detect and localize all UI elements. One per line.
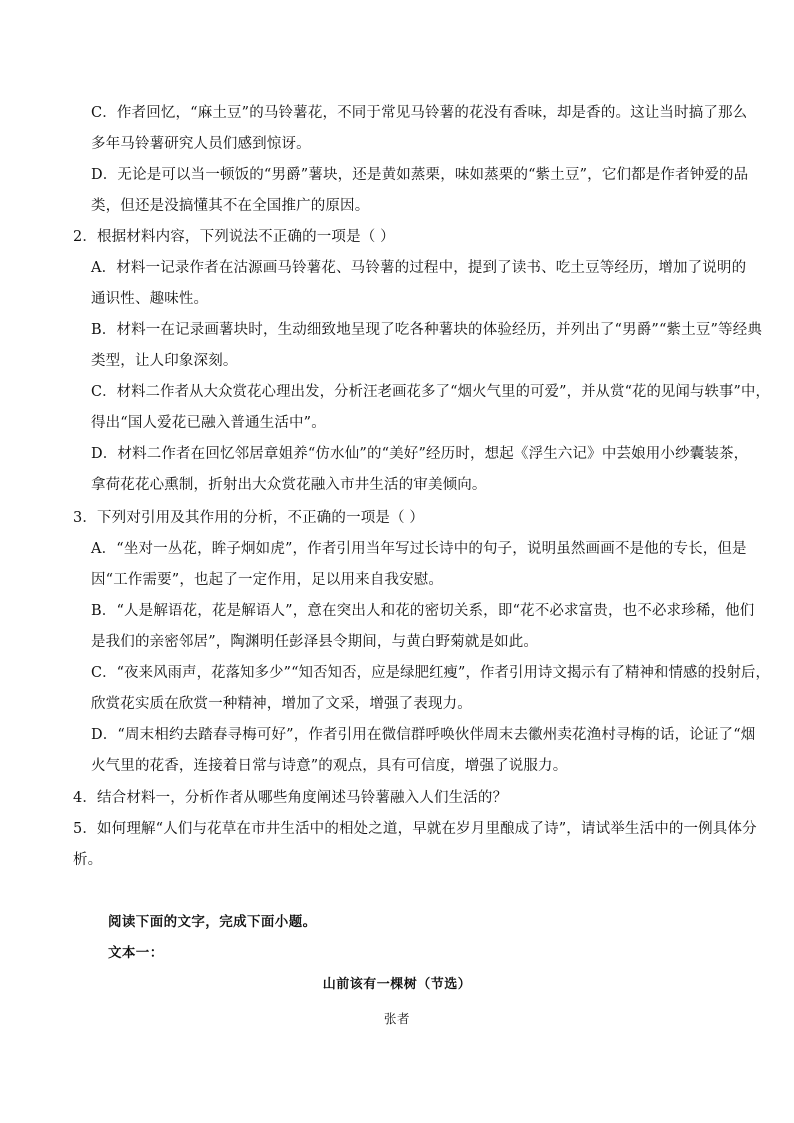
option-3c-line-1: C．“夜来风雨声，花落知多少”“知否知否，应是绿肥红瘦”，作者引用诗文揭示有了精神和情感的投射后，: [91, 665, 771, 681]
option-2d-line-1: D．材料二作者在回忆邻居章姐养“仿水仙”的“美好”经历时，想起《浮生六记》中芸娘用小纱囊装茶，: [91, 446, 749, 462]
option-2c-line-2: 得出“国人爱花已融入普通生活中”。: [91, 415, 326, 431]
reading-instruction: 阅读下面的文字，完成下面小题。: [108, 914, 317, 930]
option-2a-line-2: 通识性、趣味性。: [91, 291, 209, 307]
option-3b-line-1: B．“人是解语花，花是解语人”，意在突出人和花的密切关系，即“花不必求富贵，也不必求珍稀，他们: [91, 603, 755, 619]
option-1c-line-2: 多年马铃薯研究人员们感到惊讶。: [91, 136, 311, 152]
question-5-line-1: 5．如何理解“人们与花草在市井生活中的相处之道，早就在岁月里酿成了诗”，请试举生活中的一例具体分: [73, 821, 757, 837]
article-author: 张者: [383, 1011, 410, 1026]
option-1d-line-1: D．无论是可以当一顿饭的“男爵”薯块，还是黄如蒸栗，味如蒸栗的“紫土豆”，它们都是作者钟爱的品: [91, 167, 749, 183]
option-2a-line-1: A．材料一记录作者在沽源画马铃薯花、马铃薯的过程中，提到了读书、吃土豆等经历，增加了说明的: [91, 260, 747, 276]
option-1c-line-1: C．作者回忆，“麻土豆”的马铃薯花，不同于常见马铃薯的花没有香味，却是香的。这让当时搞了那么: [91, 105, 748, 121]
question-3: 3．下列对引用及其作用的分析，不正确的一项是（ ）: [73, 510, 425, 526]
option-3c-line-2: 欣赏花实质在欣赏一种精神，增加了文采，增强了表现力。: [91, 696, 472, 712]
text-one-label: 文本一：: [108, 945, 164, 961]
option-2d-line-2: 拿荷花花心熏制，折射出大众赏花融入市井生活的审美倾向。: [91, 477, 487, 493]
question-5-line-2: 析。: [73, 852, 103, 868]
article-title: 山前该有一棵树（节选）: [322, 977, 472, 992]
option-2b-line-2: 类型，让人印象深刻。: [91, 353, 238, 369]
option-3b-line-2: 是我们的亲密邻居”，陶渊明任彭泽县令期间，与黄白野菊就是如此。: [91, 634, 539, 650]
question-4: 4．结合材料一，分析作者从哪些角度阐述马铃薯融入人们生活的？: [73, 790, 508, 806]
option-3a-line-2: 因“工作需要”，也起了一定作用，足以用来自我安慰。: [91, 572, 444, 588]
option-3d-line-2: 火气里的花香，连接着日常与诗意”的观点，具有可信度，增强了说服力。: [91, 758, 568, 774]
option-2c-line-1: C．材料二作者从大众赏花心理出发，分析汪老画花多了“烟火气里的可爱”，并从赏“花的见闻与轶事”中，: [91, 384, 771, 400]
option-3d-line-1: D．“周末相约去踏春寻梅可好”，作者引用在微信群呼唤伙伴周末去徽州卖花渔村寻梅的话，论证了“烟: [91, 727, 756, 743]
option-3a-line-1: A．“坐对一丛花，眸子炯如虎”，作者引用当年写过长诗中的句子，说明虽然画画不是他的专长，但是: [91, 541, 747, 557]
option-1d-line-2: 类，但还是没搞懂其不在全国推广的原因。: [91, 198, 370, 214]
question-2: 2．根据材料内容，下列说法不正确的一项是（ ）: [73, 229, 395, 245]
option-2b-line-1: B．材料一在记录画薯块时，生动细致地呈现了吃各种薯块的体验经历，并列出了“男爵”“紫土豆”等经典: [91, 322, 763, 338]
